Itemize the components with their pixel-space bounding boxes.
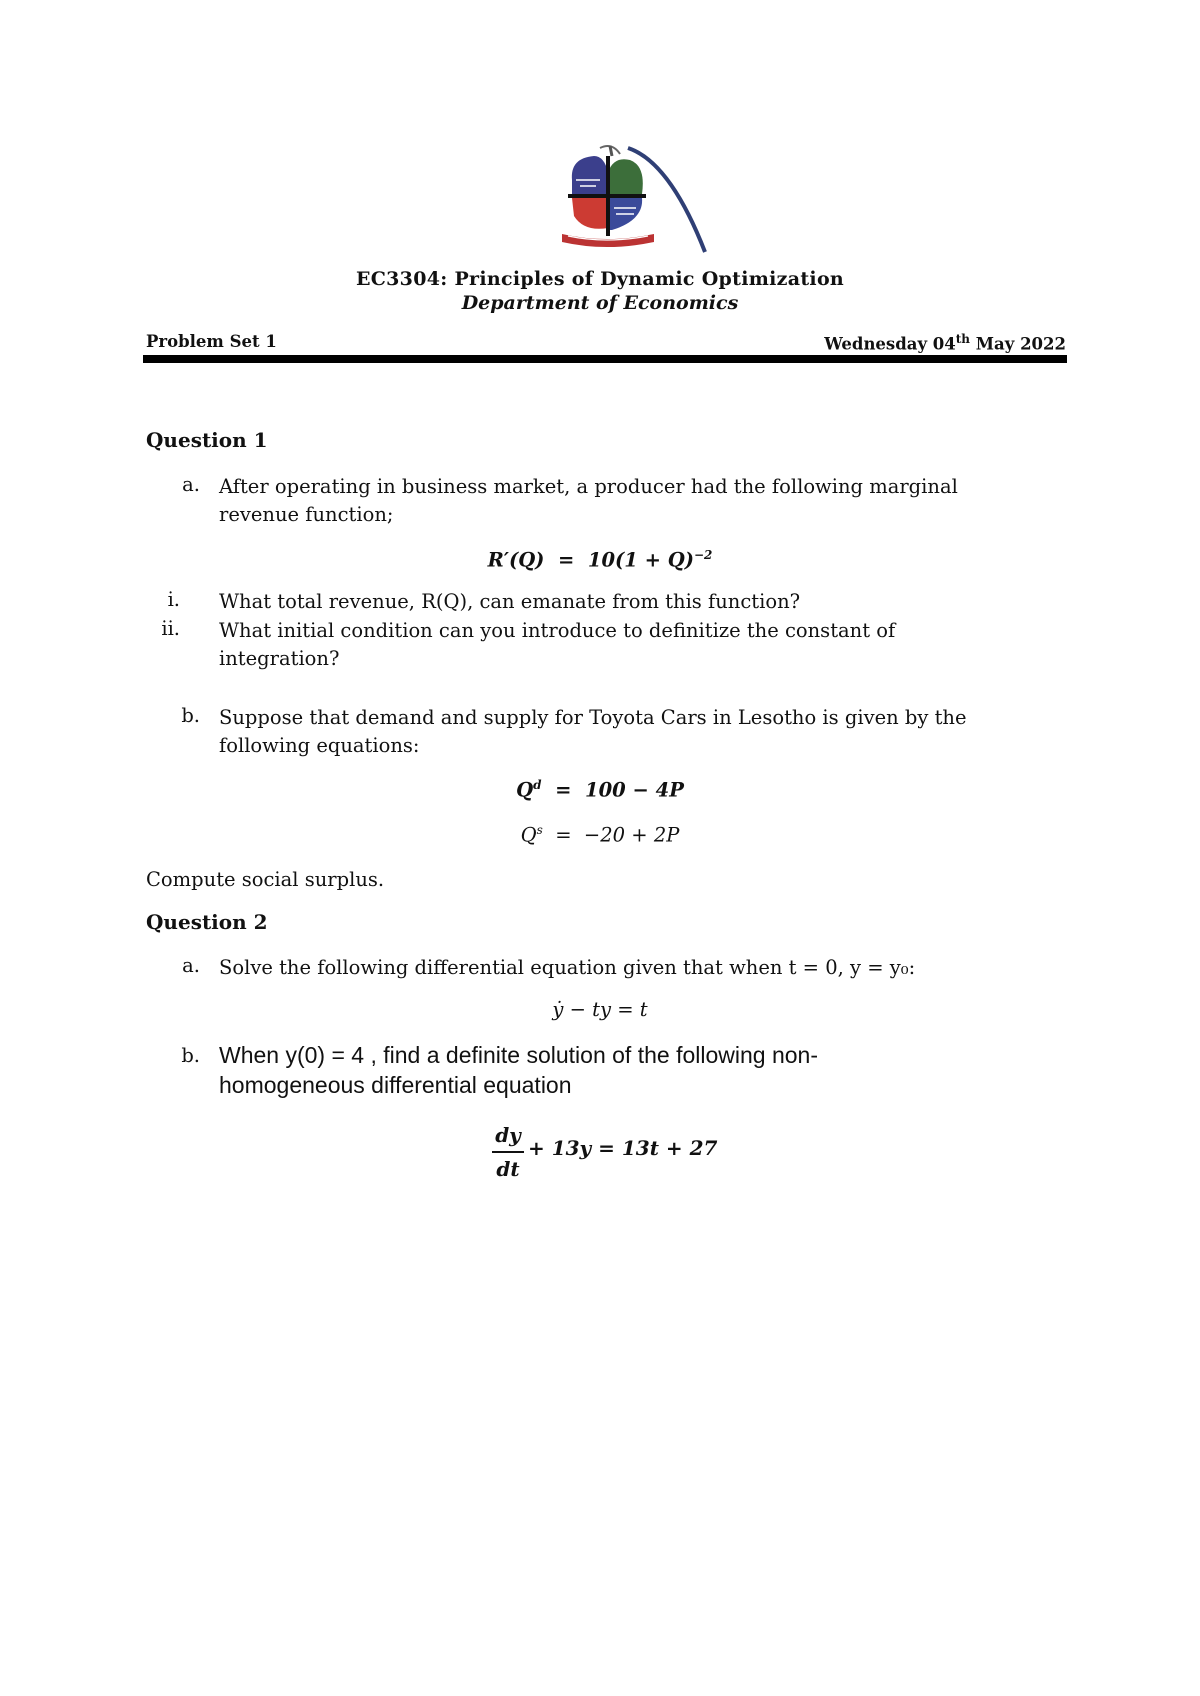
q1-subpart-i-text: What total revenue, R(Q), can emanate from this function? [219, 590, 801, 613]
q1-subpart-ii-marker: ii. [161, 617, 180, 640]
question-2-title: Question 2 [146, 910, 268, 934]
department-name: Department of Economics [461, 292, 739, 314]
q1-part-a-text: After operating in business market, a producer had the following marginal revenue function; [219, 475, 958, 526]
q1-marginal-revenue-equation: $R'(Q) = 10(1 + Q)^{-2}$ [487, 548, 713, 572]
q2-part-a-text: Solve the following differential equation given that when t = 0, y = y₀: [219, 956, 916, 979]
q2-part-b-text: When y(0) = 4 , find a definite solution of the following non- homogeneous differential equation [219, 1042, 818, 1098]
fraction-numerator: dy [495, 1123, 521, 1147]
q2-differential-equation: ẏ − ty = t [552, 998, 648, 1021]
q1-subpart-i-marker: i. [167, 588, 180, 611]
problem-set-label: Problem Set 1 [146, 332, 277, 351]
demand-equation: $Q^d = 100 - 4P$ [516, 778, 684, 802]
header-rule [143, 355, 1067, 363]
fraction-bar [492, 1151, 524, 1153]
q2-ode-rhs: + 13y = 13t + 27 [528, 1136, 718, 1160]
q1-subpart-ii-text: What initial condition can you introduce to definitize the constant of integration? [219, 619, 896, 670]
q1-followup-text: Compute social surplus. [146, 868, 385, 891]
question-1-title: Question 1 [146, 428, 268, 452]
q1-part-b-marker: b. [181, 704, 200, 727]
q2-part-a-marker: a. [182, 954, 200, 977]
q1-part-a-marker: a. [182, 473, 200, 496]
university-crest-logo [550, 142, 710, 254]
date-label: Wednesday 04th May 2022 [824, 332, 1066, 354]
q2-part-b-marker: b. [181, 1044, 200, 1067]
course-title: EC3304: Principles of Dynamic Optimization [355, 268, 845, 290]
supply-equation: $Q^s = -20 + 2P$ [520, 823, 680, 847]
q1-part-b-text: Suppose that demand and supply for Toyota Cars in Lesotho is given by the following equations: [219, 706, 967, 757]
dy-dt-fraction [492, 1120, 524, 1184]
fraction-denominator: dt [496, 1157, 520, 1181]
